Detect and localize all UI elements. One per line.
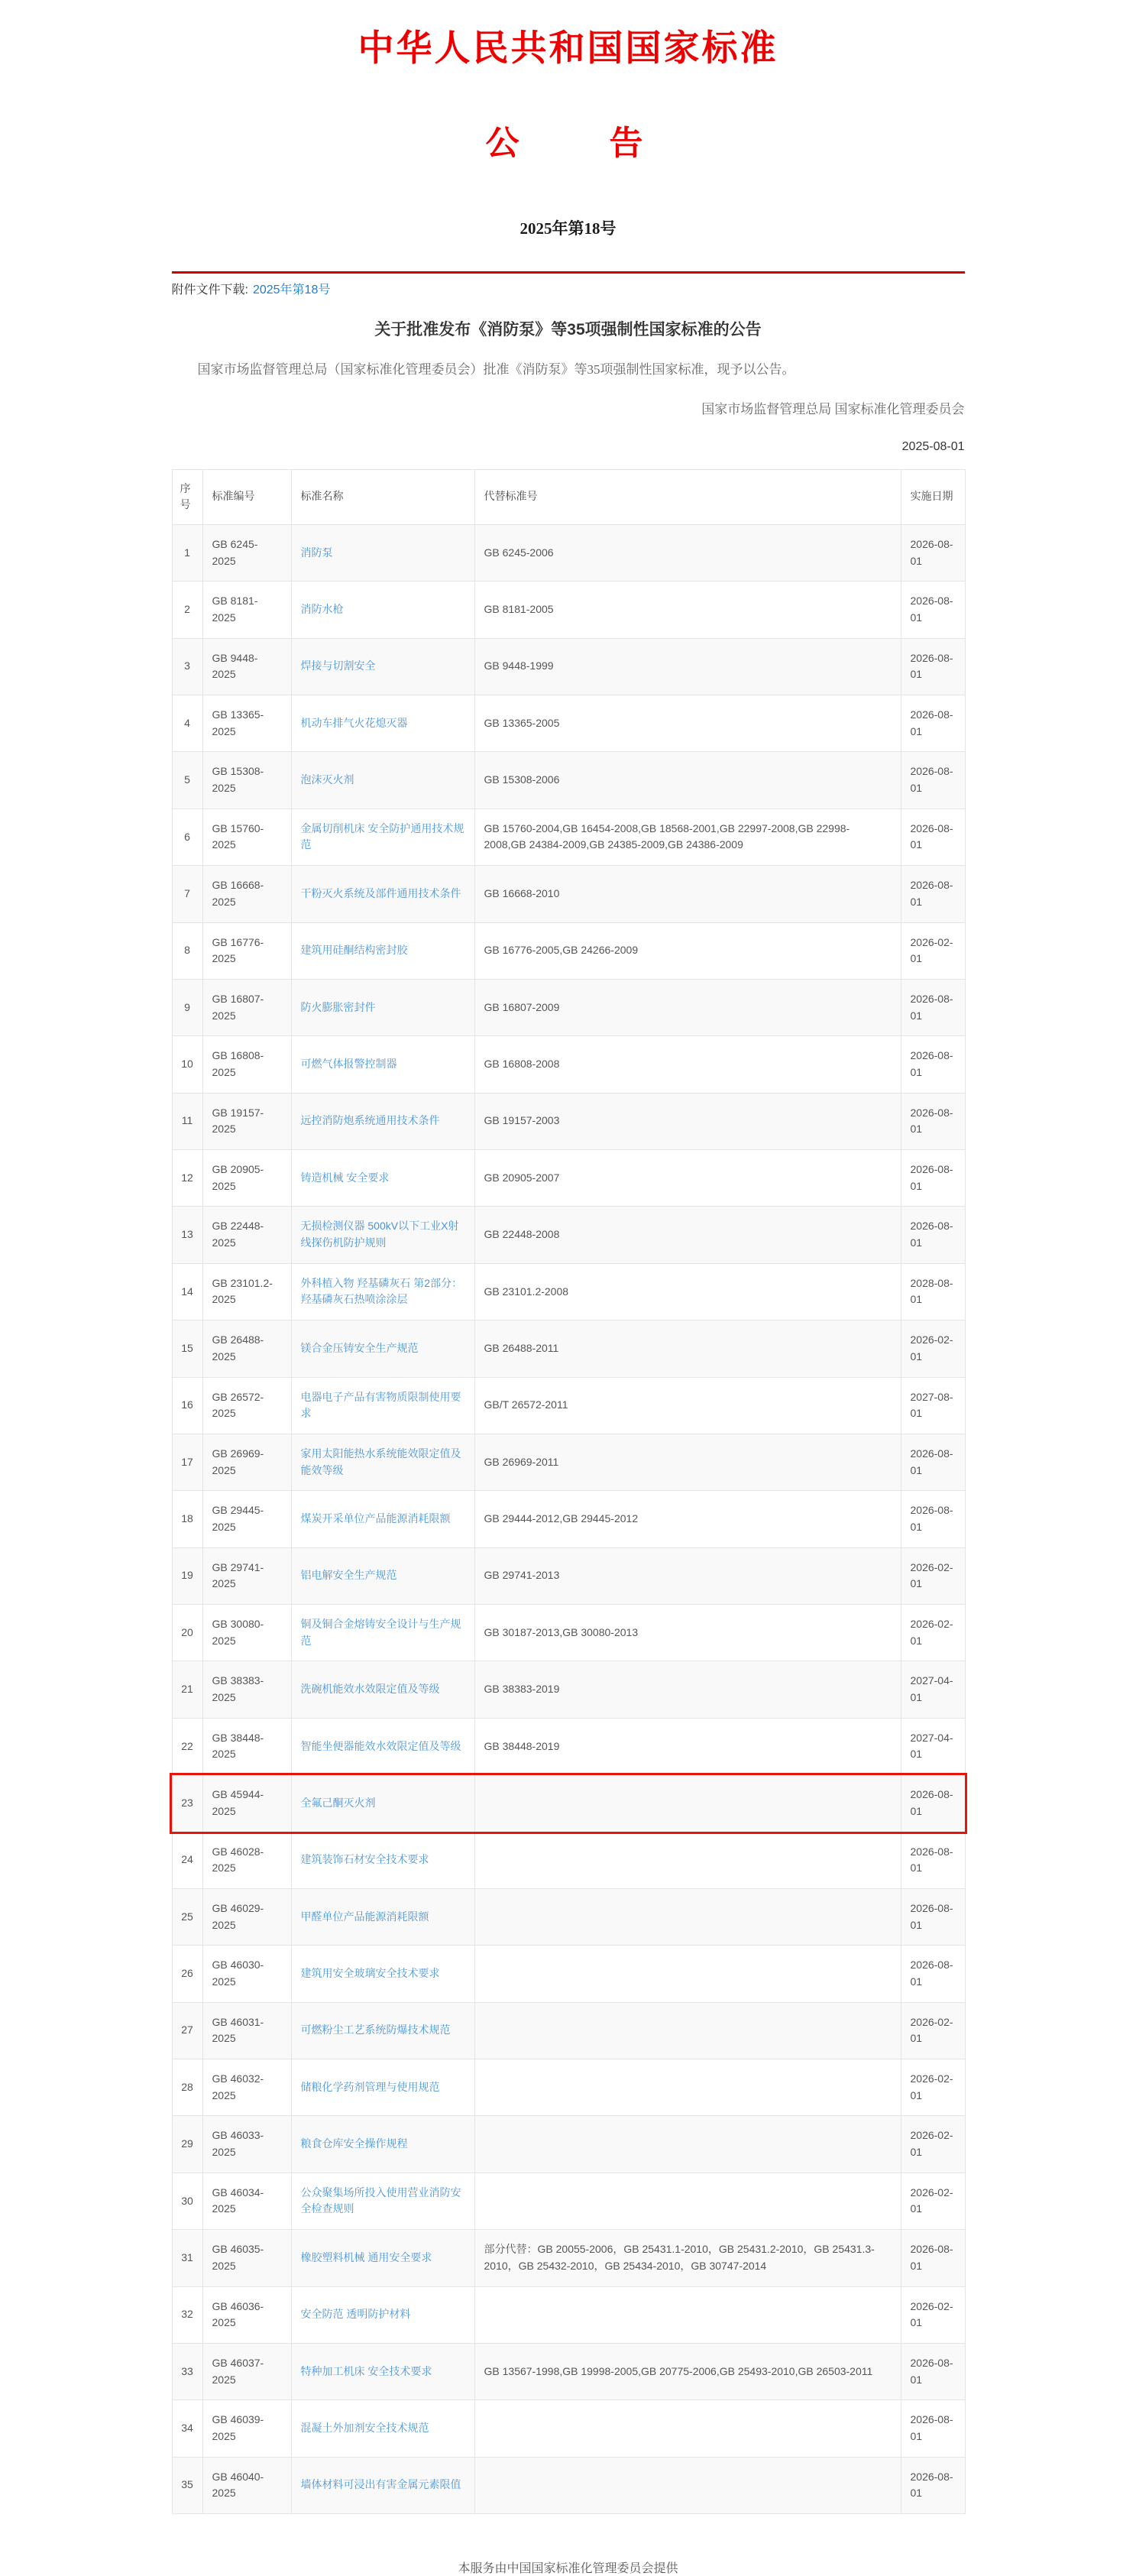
table-row [172, 1150, 965, 1207]
cell-standard-code: GB 19157-2025 [202, 1093, 291, 1149]
cell-replaced-standards [474, 2002, 901, 2059]
table-row [172, 1718, 965, 1774]
footer-note: 本服务由中国国家标准化管理委员会提供 [458, 2562, 678, 2575]
cell-no: 4 [172, 695, 202, 752]
cell-standard-code: GB 46031-2025 [202, 2002, 291, 2059]
cell-replaced-standards [474, 2286, 901, 2343]
cell-replaced-standards: GB 13365-2005 [474, 695, 901, 752]
cell-implementation-date: 2026-02-01 [901, 2173, 965, 2229]
cell-no: 24 [172, 1832, 202, 1888]
table-row [172, 2230, 965, 2286]
cell-replaced-standards: GB 13567-1998,GB 19998-2005,GB 20775-2006,GB 25493-2010,GB 26503-2011 [474, 2343, 901, 2399]
standard-name-link[interactable]: 建筑用安全玻璃安全技术要求 [300, 1967, 440, 1980]
table-row [172, 1263, 965, 1320]
column-header-code: 标准编号 [202, 469, 291, 524]
cell-standard-code: GB 46039-2025 [202, 2400, 291, 2457]
cell-standard-code: GB 15760-2025 [202, 808, 291, 865]
cell-standard-name [291, 808, 474, 865]
cell-implementation-date: 2027-04-01 [901, 1718, 965, 1774]
table-row [172, 1036, 965, 1093]
standard-name-link[interactable]: 无损检测仪器 500kV以下工业X射线探伤机防护规则 [300, 1220, 459, 1249]
table-row [172, 1320, 965, 1377]
cell-no: 33 [172, 2343, 202, 2399]
cell-implementation-date: 2026-02-01 [901, 2002, 965, 2059]
cell-implementation-date: 2026-08-01 [901, 1775, 965, 1832]
attachment-label: 附件文件下载: [171, 284, 248, 296]
cell-standard-code: GB 46029-2025 [202, 1888, 291, 1945]
notice-signer: 国家市场监督管理总局 国家标准化管理委员会 [701, 401, 965, 416]
cell-standard-code: GB 46033-2025 [202, 2116, 291, 2173]
standard-name-link[interactable]: 消防泵 [300, 546, 333, 559]
standard-name-link[interactable]: 铸造机械 安全要求 [300, 1171, 390, 1184]
cell-replaced-standards: GB/T 26572-2011 [474, 1377, 901, 1434]
cell-implementation-date: 2026-02-01 [901, 2059, 965, 2116]
standards-table [172, 469, 966, 2515]
standard-name-link[interactable]: 铝电解安全生产规范 [300, 1569, 397, 1582]
standard-name-link[interactable]: 特种加工机床 安全技术要求 [300, 2364, 432, 2377]
standard-name-link[interactable]: 家用太阳能热水系统能效限定值及能效等级 [300, 1447, 461, 1476]
table-row [172, 1093, 965, 1149]
cell-implementation-date: 2026-08-01 [901, 2400, 965, 2457]
cell-standard-name [291, 1946, 474, 2002]
standard-name-link[interactable]: 建筑装饰石材安全技术要求 [300, 1853, 429, 1866]
cell-standard-name [291, 1718, 474, 1774]
cell-standard-name [291, 2230, 474, 2286]
table-row [172, 2286, 965, 2343]
cell-standard-code: GB 46035-2025 [202, 2230, 291, 2286]
standard-name-link[interactable]: 橡胶塑料机械 通用安全要求 [300, 2250, 432, 2263]
cell-standard-code: GB 46040-2025 [202, 2457, 291, 2513]
cell-implementation-date: 2026-08-01 [901, 1491, 965, 1547]
notice-body: 国家市场监督管理总局（国家标准化管理委员会）批准《消防泵》等35项强制性国家标准，现予以公告。 [197, 362, 795, 377]
cell-replaced-standards: GB 20905-2007 [474, 1150, 901, 1207]
cell-implementation-date: 2026-08-01 [901, 1150, 965, 1207]
cell-replaced-standards: GB 15760-2004,GB 16454-2008,GB 18568-2001,GB 22997-2008,GB 22998-2008,GB 24384-2009,GB 24385-2009,GB 24386-2009 [474, 808, 901, 865]
cell-no: 32 [172, 2286, 202, 2343]
cell-replaced-standards: GB 26488-2011 [474, 1320, 901, 1377]
cell-no: 20 [172, 1605, 202, 1661]
cell-no: 9 [172, 979, 202, 1035]
cell-no: 34 [172, 2400, 202, 2457]
cell-standard-code: GB 8181-2025 [202, 582, 291, 638]
cell-implementation-date: 2026-02-01 [901, 1320, 965, 1377]
standard-name-link[interactable]: 全氟己酮灭火剂 [300, 1796, 376, 1809]
table-row [172, 1605, 965, 1661]
cell-replaced-standards [474, 2400, 901, 2457]
table-row [172, 808, 965, 865]
cell-no: 3 [172, 638, 202, 695]
cell-no: 22 [172, 1718, 202, 1774]
cell-no: 23 [172, 1775, 202, 1832]
cell-standard-name [291, 2059, 474, 2116]
cell-standard-name [291, 1775, 474, 1832]
cell-standard-name [291, 638, 474, 695]
cell-standard-code: GB 29741-2025 [202, 1547, 291, 1604]
cell-implementation-date: 2026-08-01 [901, 1832, 965, 1888]
page-subtitle: 公 告 [485, 125, 651, 162]
cell-standard-code: GB 46030-2025 [202, 1946, 291, 2002]
cell-standard-name [291, 2400, 474, 2457]
cell-replaced-standards: GB 8181-2005 [474, 582, 901, 638]
standard-name-link[interactable]: 远控消防炮系统通用技术条件 [300, 1114, 440, 1127]
cell-no: 6 [172, 808, 202, 865]
cell-replaced-standards: GB 26969-2011 [474, 1434, 901, 1490]
cell-no: 15 [172, 1320, 202, 1377]
cell-standard-name [291, 2173, 474, 2229]
cell-replaced-standards: GB 6245-2006 [474, 524, 901, 581]
cell-no: 31 [172, 2230, 202, 2286]
cell-standard-name [291, 1605, 474, 1661]
cell-replaced-standards [474, 1888, 901, 1945]
cell-no: 28 [172, 2059, 202, 2116]
column-header-name: 标准名称 [291, 469, 474, 524]
cell-no: 8 [172, 922, 202, 979]
cell-standard-name [291, 2457, 474, 2513]
cell-standard-code: GB 20905-2025 [202, 1150, 291, 1207]
cell-no: 7 [172, 866, 202, 922]
cell-no: 5 [172, 752, 202, 808]
cell-implementation-date: 2026-08-01 [901, 2457, 965, 2513]
cell-standard-code: GB 29445-2025 [202, 1491, 291, 1547]
column-header-date: 实施日期 [901, 469, 965, 524]
notice-date: 2025-08-01 [901, 439, 965, 453]
standard-name-link[interactable]: 混凝土外加剂安全技术规范 [300, 2422, 429, 2435]
cell-implementation-date: 2026-08-01 [901, 1207, 965, 1263]
table-row [172, 1832, 965, 1888]
table-row [172, 2059, 965, 2116]
standard-name-link[interactable]: 干粉灭火系统及部件通用技术条件 [300, 886, 461, 899]
cell-standard-code: GB 46028-2025 [202, 1832, 291, 1888]
cell-no: 14 [172, 1263, 202, 1320]
cell-implementation-date: 2026-08-01 [901, 1434, 965, 1490]
cell-no: 30 [172, 2173, 202, 2229]
cell-standard-code: GB 38448-2025 [202, 1718, 291, 1774]
column-header-no: 序号 [172, 469, 202, 524]
cell-no: 2 [172, 582, 202, 638]
cell-replaced-standards: GB 16776-2005,GB 24266-2009 [474, 922, 901, 979]
table-row [172, 2343, 965, 2399]
cell-replaced-standards: GB 30187-2013,GB 30080-2013 [474, 1605, 901, 1661]
standard-name-link[interactable]: 安全防范 透明防护材料 [300, 2308, 411, 2321]
standard-name-link[interactable]: 墙体材料可浸出有害金属元素限值 [300, 2478, 461, 2491]
cell-standard-name [291, 1320, 474, 1377]
cell-standard-name [291, 979, 474, 1035]
cell-no: 13 [172, 1207, 202, 1263]
table-row [172, 2173, 965, 2229]
cell-implementation-date: 2027-08-01 [901, 1377, 965, 1434]
cell-replaced-standards: GB 38383-2019 [474, 1661, 901, 1718]
cell-no: 1 [172, 524, 202, 581]
table-row [172, 866, 965, 922]
table-row [172, 2457, 965, 2513]
standard-name-link[interactable]: 镁合金压铸安全生产规范 [300, 1341, 419, 1354]
cell-implementation-date: 2026-08-01 [901, 1946, 965, 2002]
cell-replaced-standards: 部分代替：GB 20055-2006，GB 25431.1-2010，GB 25431.2-2010，GB 25431.3-2010，GB 25432-2010，GB 25434-2010，GB 30747-2014 [474, 2230, 901, 2286]
cell-no: 21 [172, 1661, 202, 1718]
cell-standard-code: GB 26572-2025 [202, 1377, 291, 1434]
issue-number: 2025年第18号 [519, 219, 617, 238]
table-row [172, 2116, 965, 2173]
cell-no: 29 [172, 2116, 202, 2173]
cell-standard-code: GB 46034-2025 [202, 2173, 291, 2229]
cell-standard-code: GB 16807-2025 [202, 979, 291, 1035]
cell-standard-name [291, 1661, 474, 1718]
cell-implementation-date: 2026-08-01 [901, 1093, 965, 1149]
table-row [172, 1491, 965, 1547]
notice-heading: 关于批准发布《消防泵》等35项强制性国家标准的公告 [374, 321, 762, 339]
cell-no: 19 [172, 1547, 202, 1604]
table-row [172, 695, 965, 752]
cell-standard-name [291, 866, 474, 922]
table-header-row [172, 469, 965, 524]
standard-name-link[interactable]: 粮食仓库安全操作规程 [300, 2137, 408, 2150]
cell-no: 27 [172, 2002, 202, 2059]
cell-standard-name [291, 1888, 474, 1945]
cell-standard-code: GB 13365-2025 [202, 695, 291, 752]
cell-standard-code: GB 9448-2025 [202, 638, 291, 695]
cell-implementation-date: 2026-02-01 [901, 2286, 965, 2343]
standard-name-link[interactable]: 煤炭开采单位产品能源消耗限额 [300, 1512, 451, 1525]
cell-implementation-date: 2026-08-01 [901, 2343, 965, 2399]
cell-standard-code: GB 30080-2025 [202, 1605, 291, 1661]
cell-standard-name [291, 1832, 474, 1888]
cell-standard-name [291, 2116, 474, 2173]
cell-replaced-standards: GB 29741-2013 [474, 1547, 901, 1604]
standard-name-link[interactable]: 甲醛单位产品能源消耗限额 [300, 1910, 429, 1923]
cell-standard-name [291, 922, 474, 979]
attachment-download-link[interactable]: 2025年第18号 [252, 284, 331, 296]
table-row [172, 1547, 965, 1604]
cell-replaced-standards: GB 9448-1999 [474, 638, 901, 695]
table-row [172, 1888, 965, 1945]
cell-standard-name [291, 1150, 474, 1207]
cell-standard-name [291, 1434, 474, 1490]
cell-replaced-standards: GB 29444-2012,GB 29445-2012 [474, 1491, 901, 1547]
table-row [172, 1434, 965, 1490]
cell-standard-name [291, 1547, 474, 1604]
cell-standard-name [291, 1263, 474, 1320]
table-row [172, 2400, 965, 2457]
cell-replaced-standards [474, 2173, 901, 2229]
cell-standard-name [291, 582, 474, 638]
cell-implementation-date: 2026-02-01 [901, 1605, 965, 1661]
table-row [172, 1207, 965, 1263]
cell-implementation-date: 2026-08-01 [901, 752, 965, 808]
cell-standard-name [291, 2002, 474, 2059]
cell-standard-name [291, 1491, 474, 1547]
table-row [172, 582, 965, 638]
standard-name-link[interactable]: 可燃粉尘工艺系统防爆技术规范 [300, 2024, 451, 2036]
table-row [172, 979, 965, 1035]
standard-name-link[interactable]: 泡沫灭火剂 [300, 773, 354, 786]
page-content [172, 20, 965, 2576]
standard-name-link[interactable]: 洗碗机能效水效限定值及等级 [300, 1683, 440, 1696]
cell-no: 16 [172, 1377, 202, 1434]
cell-implementation-date: 2028-08-01 [901, 1263, 965, 1320]
table-row [172, 2002, 965, 2059]
cell-replaced-standards: GB 16807-2009 [474, 979, 901, 1035]
table-body [172, 524, 965, 2513]
cell-implementation-date: 2026-08-01 [901, 866, 965, 922]
cell-no: 35 [172, 2457, 202, 2513]
cell-replaced-standards [474, 1832, 901, 1888]
standard-name-link[interactable]: 储粮化学药剂管理与使用规范 [300, 2080, 440, 2093]
cell-implementation-date: 2027-04-01 [901, 1661, 965, 1718]
cell-implementation-date: 2026-02-01 [901, 2116, 965, 2173]
cell-implementation-date: 2026-02-01 [901, 922, 965, 979]
cell-standard-code: GB 16808-2025 [202, 1036, 291, 1093]
cell-standard-name [291, 1377, 474, 1434]
standard-name-link[interactable]: 机动车排气火花熄灭器 [300, 716, 408, 729]
table-row [172, 1946, 965, 2002]
cell-implementation-date: 2026-08-01 [901, 2230, 965, 2286]
cell-implementation-date: 2026-08-01 [901, 808, 965, 865]
table-row [172, 1775, 965, 1832]
cell-replaced-standards [474, 2457, 901, 2513]
standard-name-link[interactable]: 建筑用硅酮结构密封胶 [300, 944, 408, 957]
cell-standard-code: GB 46037-2025 [202, 2343, 291, 2399]
cell-implementation-date: 2026-02-01 [901, 1547, 965, 1604]
cell-replaced-standards: GB 38448-2019 [474, 1718, 901, 1774]
cell-implementation-date: 2026-08-01 [901, 638, 965, 695]
standard-name-link[interactable]: 焊接与切割安全 [300, 659, 376, 672]
cell-implementation-date: 2026-08-01 [901, 979, 965, 1035]
table-row [172, 1661, 965, 1718]
table-row [172, 922, 965, 979]
cell-implementation-date: 2026-08-01 [901, 582, 965, 638]
cell-replaced-standards: GB 15308-2006 [474, 752, 901, 808]
cell-no: 25 [172, 1888, 202, 1945]
cell-standard-name [291, 524, 474, 581]
table-row [172, 1377, 965, 1434]
cell-no: 17 [172, 1434, 202, 1490]
cell-standard-code: GB 46032-2025 [202, 2059, 291, 2116]
cell-standard-name [291, 752, 474, 808]
cell-no: 11 [172, 1093, 202, 1149]
cell-standard-code: GB 38383-2025 [202, 1661, 291, 1718]
cell-no: 26 [172, 1946, 202, 2002]
cell-standard-code: GB 45944-2025 [202, 1775, 291, 1832]
standard-name-link[interactable]: 智能坐便器能效水效限定值及等级 [300, 1739, 461, 1752]
cell-replaced-standards [474, 2116, 901, 2173]
cell-standard-code: GB 46036-2025 [202, 2286, 291, 2343]
standard-name-link[interactable]: 金属切削机床 安全防护通用技术规范 [300, 821, 464, 851]
cell-standard-code: GB 22448-2025 [202, 1207, 291, 1263]
standard-name-link[interactable]: 可燃气体报警控制器 [300, 1058, 397, 1071]
cell-replaced-standards: GB 19157-2003 [474, 1093, 901, 1149]
column-header-replaced: 代替标准号 [474, 469, 901, 524]
cell-replaced-standards: GB 22448-2008 [474, 1207, 901, 1263]
cell-standard-code: GB 6245-2025 [202, 524, 291, 581]
table-row [172, 524, 965, 581]
cell-no: 10 [172, 1036, 202, 1093]
standard-name-link[interactable]: 铜及铜合金熔铸安全设计与生产规范 [300, 1618, 461, 1647]
cell-no: 18 [172, 1491, 202, 1547]
cell-replaced-standards: GB 16668-2010 [474, 866, 901, 922]
attachment-bar [172, 271, 965, 297]
cell-standard-code: GB 23101.2-2025 [202, 1263, 291, 1320]
cell-replaced-standards: GB 23101.2-2008 [474, 1263, 901, 1320]
cell-replaced-standards [474, 2059, 901, 2116]
table-row [172, 752, 965, 808]
cell-implementation-date: 2026-08-01 [901, 1888, 965, 1945]
cell-standard-code: GB 16668-2025 [202, 866, 291, 922]
cell-standard-name [291, 1207, 474, 1263]
cell-implementation-date: 2026-08-01 [901, 1036, 965, 1093]
cell-standard-code: GB 26488-2025 [202, 1320, 291, 1377]
standard-name-link[interactable]: 电器电子产品有害物质限制使用要求 [300, 1390, 461, 1420]
standard-name-link[interactable]: 防火膨胀密封件 [300, 1000, 376, 1013]
cell-standard-name [291, 1093, 474, 1149]
cell-replaced-standards: GB 16808-2008 [474, 1036, 901, 1093]
cell-standard-name [291, 2343, 474, 2399]
cell-standard-code: GB 16776-2025 [202, 922, 291, 979]
cell-implementation-date: 2026-08-01 [901, 524, 965, 581]
cell-no: 12 [172, 1150, 202, 1207]
page-title: 中华人民共和国国家标准 [358, 29, 778, 69]
cell-replaced-standards [474, 1775, 901, 1832]
cell-standard-name [291, 1036, 474, 1093]
cell-standard-code: GB 26969-2025 [202, 1434, 291, 1490]
standard-name-link[interactable]: 消防水枪 [300, 603, 344, 616]
table-row [172, 638, 965, 695]
standard-name-link[interactable]: 公众聚集场所投入使用营业消防安全检查规则 [300, 2186, 461, 2215]
cell-standard-name [291, 2286, 474, 2343]
cell-replaced-standards [474, 1946, 901, 2002]
cell-standard-code: GB 15308-2025 [202, 752, 291, 808]
standard-name-link[interactable]: 外科植入物 羟基磷灰石 第2部分：羟基磷灰石热喷涂涂层 [300, 1276, 463, 1306]
cell-standard-name [291, 695, 474, 752]
cell-implementation-date: 2026-08-01 [901, 695, 965, 752]
